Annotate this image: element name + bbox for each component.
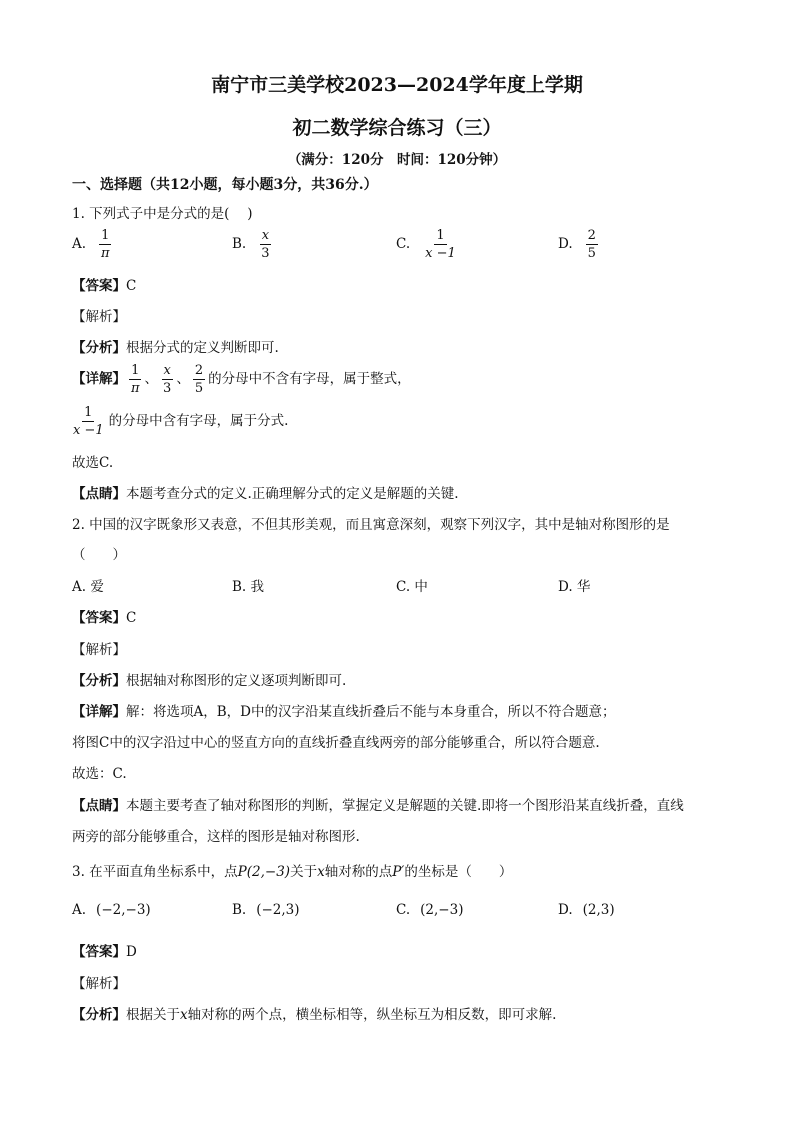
q1-conclusion: 故选C. <box>72 455 114 471</box>
fraction: $\frac{1}{\pi}$ <box>101 228 110 261</box>
q1-detail-line1: 【详解】 $\frac{1}{\pi}$ 、 $\frac{x}{3}$ 、 $\frac{2}{5}$ 的分母中不含有字母，属于整式， <box>72 363 411 396</box>
q1-option-c: C. $\frac{1}{x -1}$ <box>396 228 456 261</box>
exam-meta: （满分：120分 时间：120分钟） <box>287 152 507 168</box>
q2-analysis-tag: 【解析】 <box>72 642 126 658</box>
q1-option-a: A. $\frac{1}{\pi}$ <box>72 228 110 261</box>
q1-fenxi: 【分析】根据分式的定义判断即可. <box>72 340 279 356</box>
q3-fenxi: 【分析】根据关于x轴对称的两个点，横坐标相等，纵坐标互为相反数，即可求解. <box>72 1007 557 1023</box>
q2-dianjing-line2: 两旁的部分能够重合，这样的图形是轴对称图形. <box>72 829 360 845</box>
q3-option-a: A. (−2,−3) <box>72 902 151 918</box>
q2-dianjing-line1: 【点睛】本题主要考查了轴对称图形的判断，掌握定义是解题的关键.即将一个图形沿某直线折叠，直线 <box>72 798 684 814</box>
section-heading: 一、选择题（共12小题，每小题3分，共36分.） <box>72 177 378 193</box>
q2-answer: 【答案】C <box>72 610 137 626</box>
q2-option-b: B. 我 <box>232 579 265 595</box>
q3-option-d: D. (2,3) <box>558 902 615 918</box>
q3-option-b: B. (−2,3) <box>232 902 300 918</box>
q3-analysis-tag: 【解析】 <box>72 976 126 992</box>
q3-answer: 【答案】D <box>72 944 137 960</box>
q2-option-d: D. 华 <box>558 579 591 595</box>
q2-detail-line1: 【详解】解：将选项A，B，D中的汉字沿某直线折叠后不能与本身重合，所以不符合题意； <box>72 704 616 720</box>
q2-conclusion: 故选：C. <box>72 766 127 782</box>
q2-fenxi: 【分析】根据轴对称图形的定义逐项判断即可. <box>72 673 347 689</box>
q2-stem-cont: （ ） <box>72 547 126 563</box>
q1-analysis-tag: 【解析】 <box>72 309 126 325</box>
q1-detail-line2: $\frac{1}{x -1}$ 的分母中含有字母，属于分式. <box>73 405 289 438</box>
q1-option-d: D. $\frac{2}{5}$ <box>558 228 596 261</box>
q1-dianjing: 【点睛】本题考查分式的定义.正确理解分式的定义是解题的关键. <box>72 486 459 502</box>
q2-option-c: C. 中 <box>396 579 428 595</box>
fraction: $\frac{1}{x -1}$ <box>425 228 456 261</box>
fraction: $\frac{2}{5}$ <box>587 228 596 261</box>
q3-stem: 3. 在平面直角坐标系中，点P(2,−3)关于x轴对称的点P′的坐标是（ ） <box>72 864 513 880</box>
q1-answer: 【答案】C <box>72 278 137 294</box>
q2-option-a: A. 爱 <box>72 579 104 595</box>
q1-option-b: B. $\frac{x}{3}$ <box>232 228 270 261</box>
page-subtitle: 初二数学综合练习（三） <box>292 117 502 139</box>
page-title: 南宁市三美学校2023—2024学年度上学期 <box>211 74 583 96</box>
q2-stem: 2. 中国的汉字既象形又表意，不但其形美观，而且寓意深刻，观察下列汉字，其中是轴对称图形的是 <box>72 517 670 533</box>
fraction: $\frac{x}{3}$ <box>261 228 270 261</box>
q3-option-c: C. (2,−3) <box>396 902 464 918</box>
q1-stem: 1. 下列式子中是分式的是( ) <box>72 206 253 222</box>
q2-detail-line2: 将图C中的汉字沿过中心的竖直方向的直线折叠直线两旁的部分能够重合，所以符合题意. <box>72 735 600 751</box>
